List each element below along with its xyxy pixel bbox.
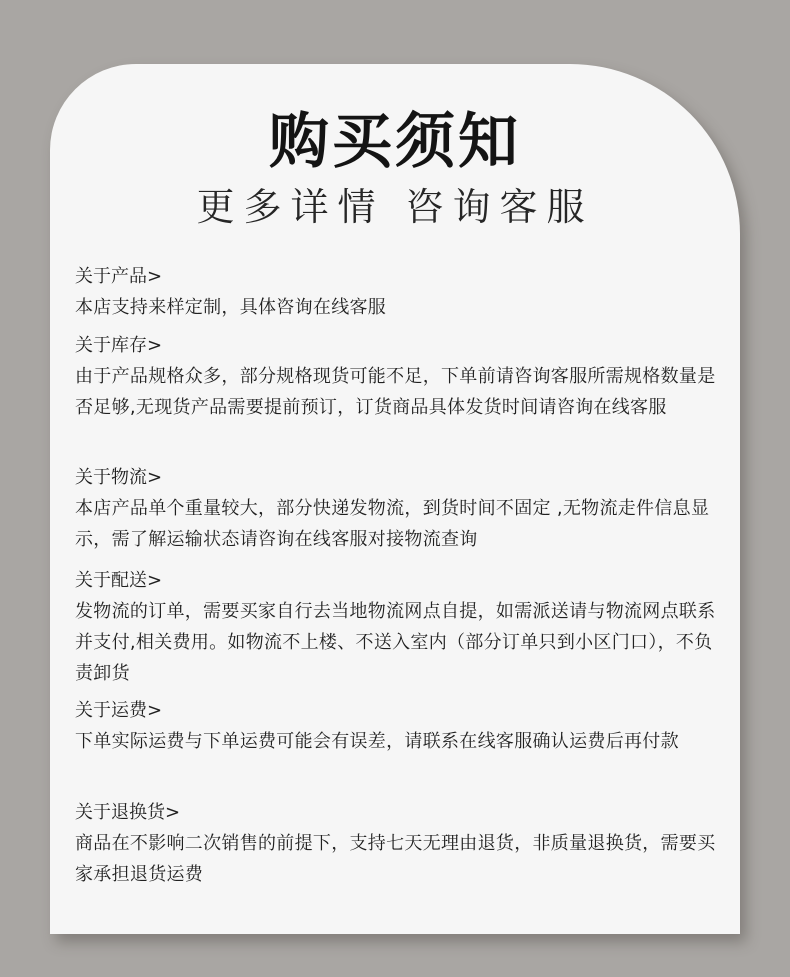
section-heading: 关于运费> [75, 700, 163, 721]
section-heading: 关于配送> [75, 570, 163, 591]
section-heading: 关于物流> [75, 467, 163, 488]
page-title: 购买须知 [269, 107, 521, 177]
section-logistics [75, 462, 725, 555]
section-body: 由于产品规格众多，部分规格现货可能不足，下单前请咨询客服所需规格数量是否足够,无现货产品需要提前预订，订货商品具体发货时间请咨询在线客服 [75, 366, 716, 418]
section-body: 本店支持来样定制，具体咨询在线客服 [75, 297, 387, 318]
section-delivery [75, 565, 725, 689]
section-heading: 关于退换货> [75, 802, 181, 823]
section-heading: 关于库存> [75, 335, 163, 356]
section-body: 下单实际运费与下单运费可能会有误差，请联系在线客服确认运费后再付款 [75, 731, 679, 752]
section-heading: 关于产品> [75, 266, 163, 287]
section-body: 商品在不影响二次销售的前提下，支持七天无理由退货，非质量退换货，需要买家承担退货运费 [75, 833, 716, 885]
page-subtitle: 更多详情 咨询客服 [196, 185, 594, 229]
section-body: 本店产品单个重量较大，部分快递发物流，到货时间不固定 ,无物流走件信息显示，需了解运输状态请咨询在线客服对接物流查询 [75, 498, 710, 550]
section-stock [75, 330, 725, 423]
section-return [75, 797, 725, 890]
section-freight [75, 695, 725, 757]
section-body: 发物流的订单，需要买家自行去当地物流网点自提，如需派送请与物流网点联系并支付,相关费用。如物流不上楼、不送入室内（部分订单只到小区门口），不负责卸货 [75, 601, 716, 684]
section-product [75, 261, 725, 323]
